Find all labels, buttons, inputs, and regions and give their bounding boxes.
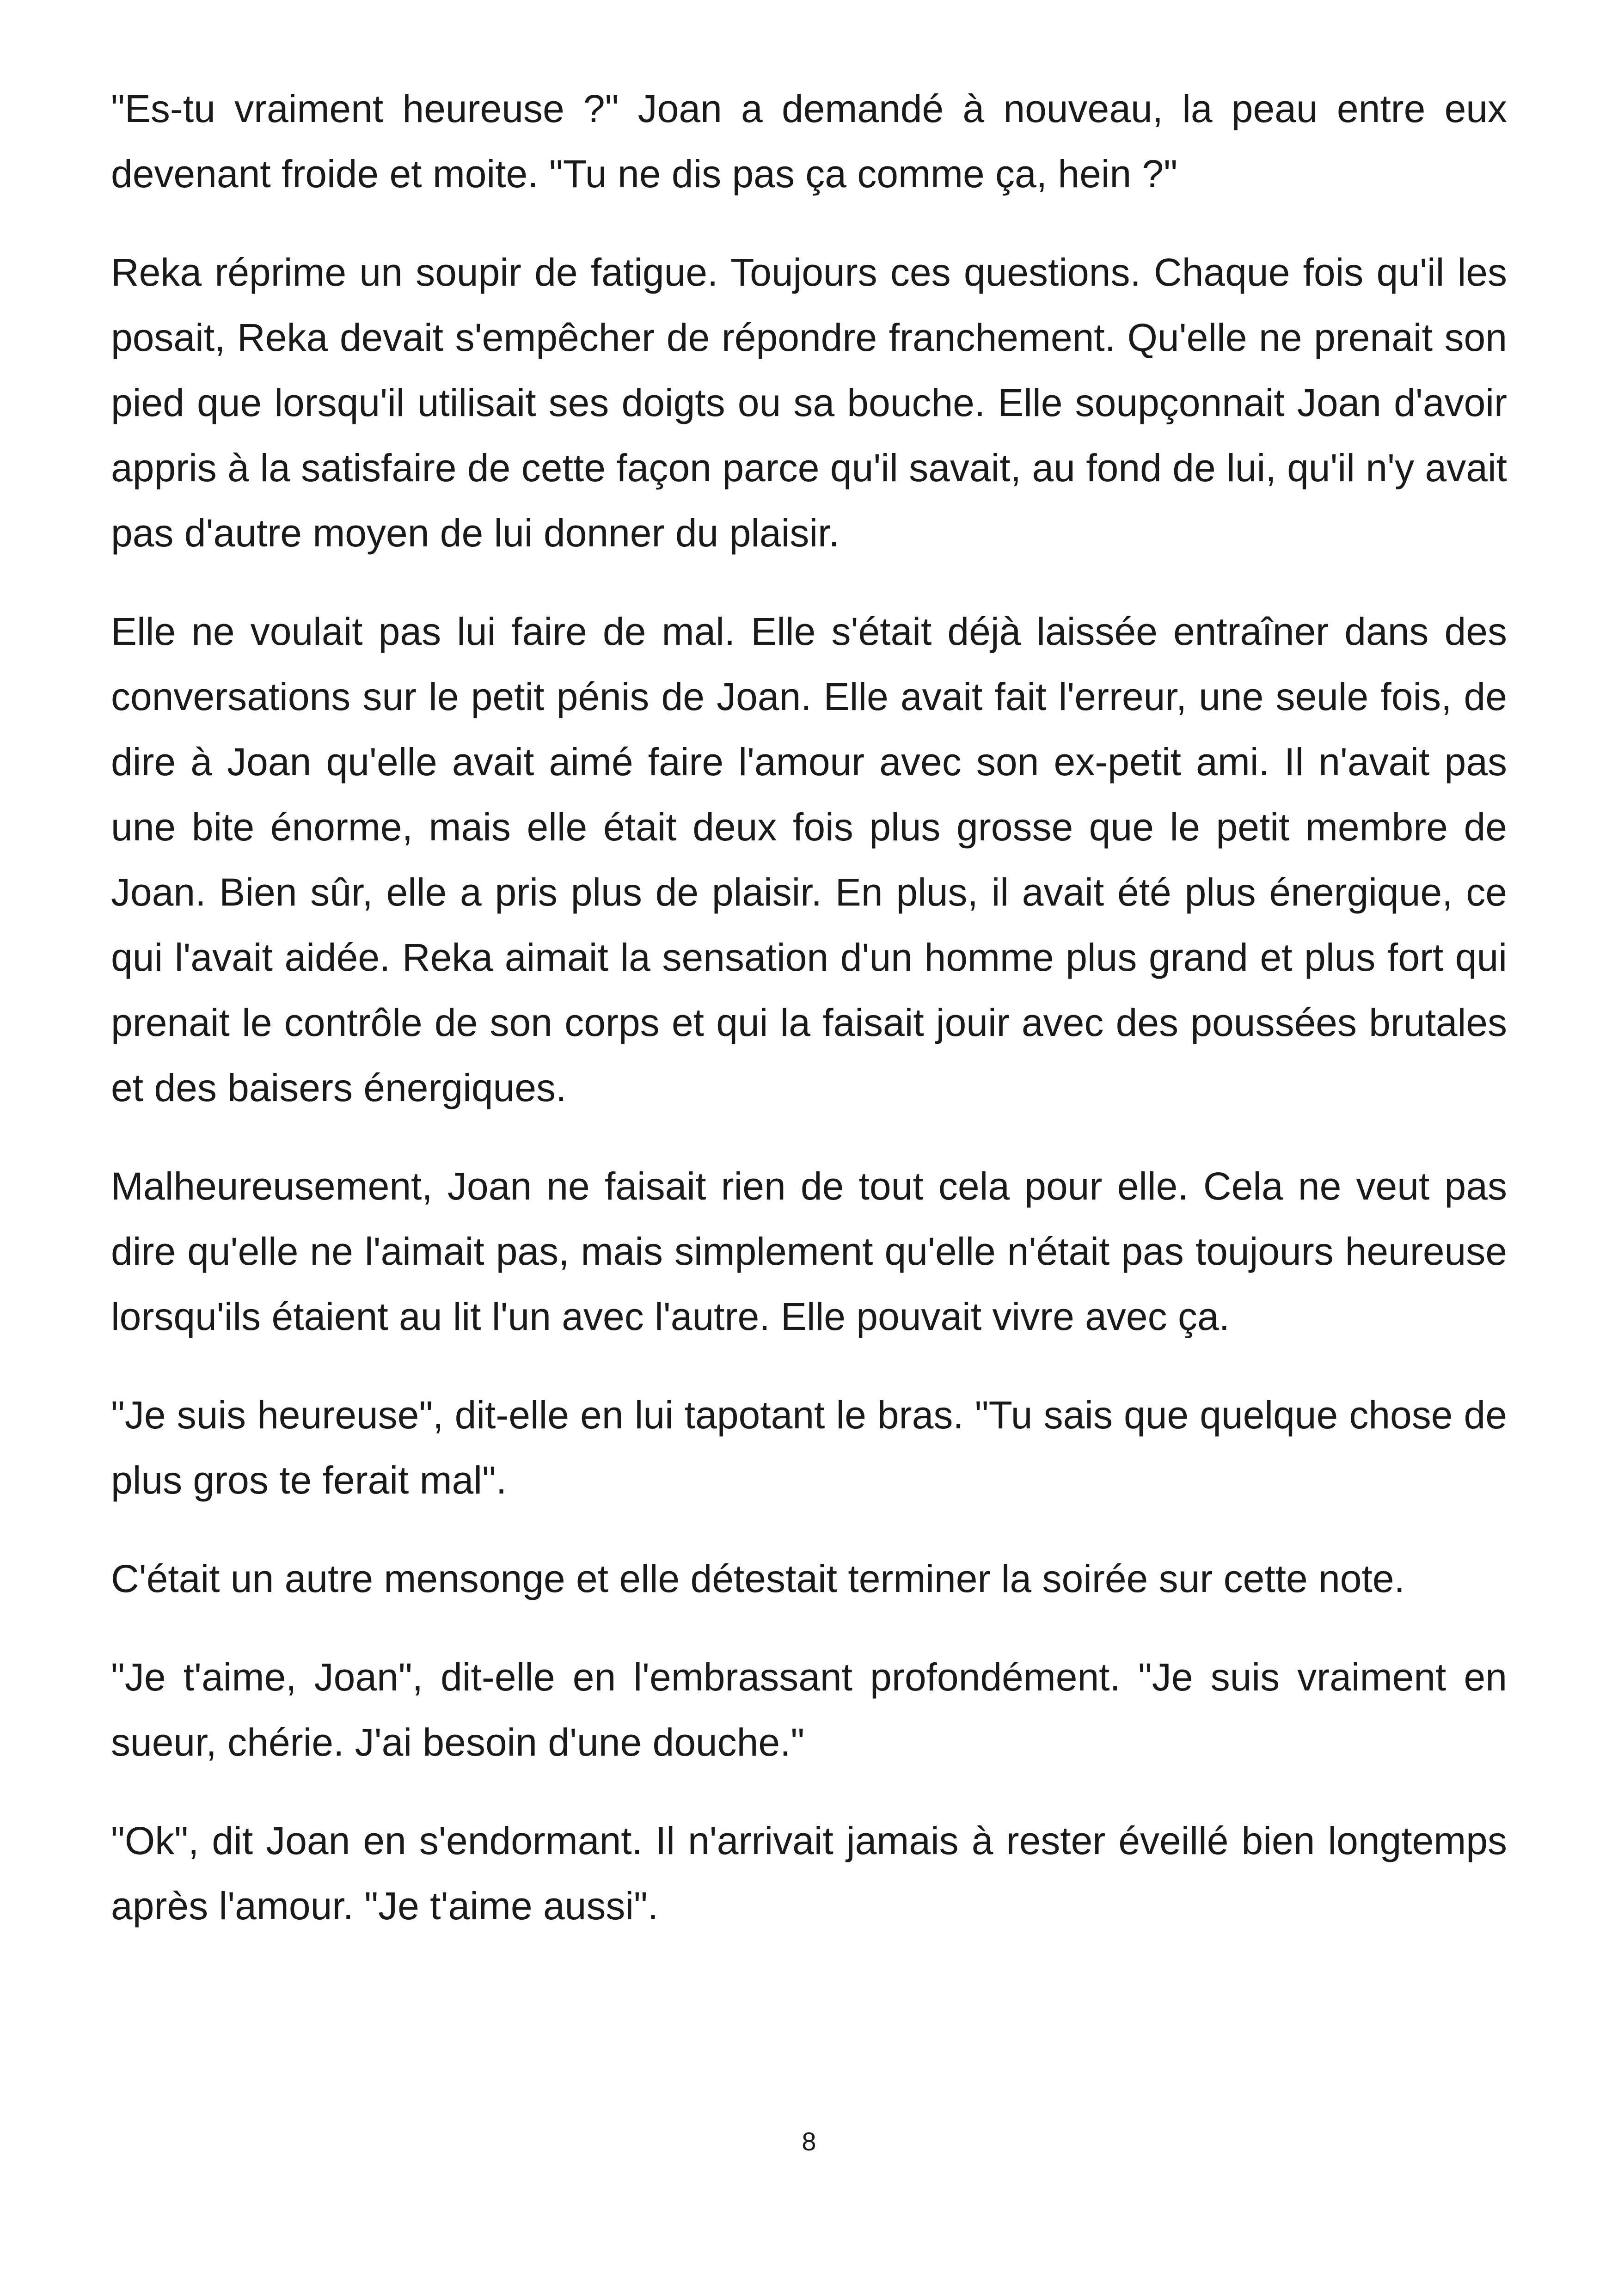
paragraph-3: Elle ne voulait pas lui faire de mal. Elle s'était déjà laissée entraîner dans des conversations sur le petit pénis de Joan. Elle avait fait l'erreur, une seule fois, de dire à Joan qu'elle avait aimé faire l'amour avec son ex-petit ami. Il n'avait pas une bite énorme, mais elle était deux fois plus grosse que le petit membre de Joan. Bien sûr, elle a pris plus de plaisir. En plus, il avait été plus énergique, ce qui l'avait aidée. Reka aimait la sensation d'un homme plus grand et plus fort qui prenait le contrôle de son corps et qui la faisait jouir avec des poussées brutales et des baisers énergiques. [111,610,1507,1109]
paragraph-8: "Ok", dit Joan en s'endormant. Il n'arrivait jamais à rester éveillé bien longtemps après l'amour. "Je t'aime aussi". [111,1819,1507,1928]
paragraph-5: "Je suis heureuse", dit-elle en lui tapotant le bras. "Tu sais que quelque chose de plus gros te ferait mal". [111,1393,1507,1502]
page-number: 8 [802,2127,816,2156]
paragraph-2: Reka réprime un soupir de fatigue. Toujours ces questions. Chaque fois qu'il les posait, Reka devait s'empêcher de répondre franchement. Qu'elle ne prenait son pied que lorsqu'il utilisait ses doigts ou sa bouche. Elle soupçonnait Joan d'avoir appris à la satisfaire de cette façon parce qu'il savait, au fond de lui, qu'il n'y avait pas d'autre moyen de lui donner du plaisir. [111,251,1507,555]
text-body [111,76,1507,1972]
paragraph-6: C'était un autre mensonge et elle détestait terminer la soirée sur cette note. [111,1557,1405,1600]
paragraph-7: "Je t'aime, Joan", dit-elle en l'embrassant profondément. "Je suis vraiment en sueur, chérie. J'ai besoin d'une douche." [111,1655,1507,1764]
paragraph-1: "Es-tu vraiment heureuse ?" Joan a demandé à nouveau, la peau entre eux devenant froide et moite. "Tu ne dis pas ça comme ça, hein ?" [111,87,1507,196]
paragraph-4: Malheureusement, Joan ne faisait rien de tout cela pour elle. Cela ne veut pas dire qu'elle ne l'aimait pas, mais simplement qu'elle n'était pas toujours heureuse lorsqu'ils étaient au lit l'un avec l'autre. Elle pouvait vivre avec ça. [111,1164,1507,1338]
